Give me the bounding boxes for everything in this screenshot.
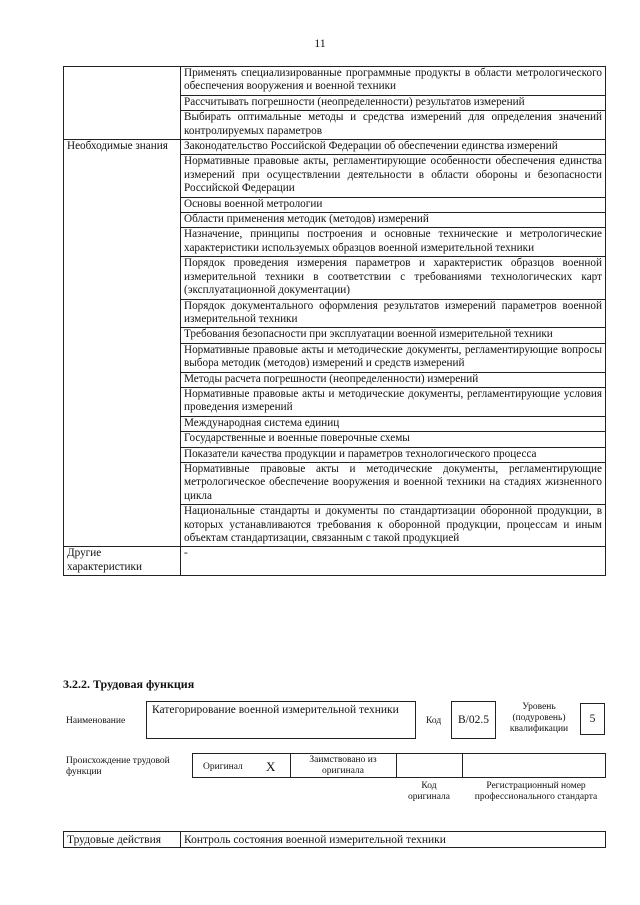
section-title: 3.2.2. Трудовая функция — [63, 677, 195, 691]
table-cell: Нормативные правовые акты и методические документы, регламентирующие вопросы выбора методик (методов) измерений и средств измерений — [181, 343, 606, 372]
table-cell: Нормативные правовые акты и методические документы, регламентирующие условия проведения измерений — [181, 387, 606, 416]
table-cell: Рассчитывать погрешности (неопределенности) результатов измерений — [181, 95, 606, 110]
origin-label: Происхождение трудовой функции — [66, 756, 170, 777]
name-value: Категорирование военной измерительной техники — [146, 701, 416, 739]
table-cell: Государственные и военные поверочные схемы — [181, 432, 606, 447]
table-cell: Нормативные правовые акты, регламентирующие особенности обеспечения единства измерений при осуществлении деятельности в области обороны и безопасности Российской Федерации — [181, 155, 606, 197]
knowledge-skills-table — [63, 66, 606, 576]
table-cell: Требования безопасности при эксплуатации военной измерительной техники — [181, 328, 606, 343]
original-mark: X — [266, 759, 276, 774]
row-group-label: Необходимые знания — [64, 140, 181, 547]
table-row — [64, 140, 606, 155]
borrowed-label: Заимствовано из оригинала — [309, 755, 377, 776]
table-cell: Области применения методик (методов) измерений — [181, 213, 606, 228]
table-cell: Нормативные правовые акты и методические документы, регламентирующие метрологическое обеспечение вооружения и военной техники на стадиях жизненного цикла — [181, 462, 606, 504]
registration-number-label: Регистрационный номер профессионального стандарта — [474, 781, 598, 802]
labor-actions-table — [63, 831, 606, 848]
code-value: B/02.5 — [451, 701, 496, 739]
table-cell: Выбирать оптимальные методы и средства измерений для определения значений контролируемых параметров — [181, 111, 606, 140]
table-cell: Назначение, принципы построения и основные технические и метрологические характеристики используемых образцов военной измерительной техники — [181, 228, 606, 257]
table-cell: Законодательство Российской Федерации об обеспечении единства измерений — [181, 140, 606, 155]
table-row — [64, 547, 606, 576]
table-cell: Показатели качества продукции и параметров технологического процесса — [181, 447, 606, 462]
table-cell: Порядок проведения измерения параметров и характеристик образцов военной измерительной техники в соответствии с требованиями технологических карт (эксплуатационной документации) — [181, 257, 606, 299]
original-label: Оригинал — [203, 762, 243, 772]
code-label: Код — [426, 716, 442, 726]
table-cell: Национальные стандарты и документы по стандартизации оборонной продукции, в которых устанавливаются требования к оборонной продукции, процессам и иным объектам стандартизации, связанным с такой продукцией — [181, 505, 606, 547]
table-cell: - — [181, 547, 606, 576]
table-cell: Порядок документального оформления результатов измерений параметров военной измерительной техники — [181, 299, 606, 328]
origin-box — [192, 753, 606, 778]
level-label: Уровень (подуровень) квалификации — [509, 702, 569, 734]
original-code-label: Код оригинала — [408, 781, 450, 802]
row-group-label: Другие характеристики — [64, 547, 181, 576]
table-cell: Международная система единиц — [181, 416, 606, 431]
row-group-label — [64, 67, 181, 140]
level-value: 5 — [580, 703, 605, 735]
table-cell: Методы расчета погрешности (неопределенности) измерений — [181, 372, 606, 387]
actions-label: Трудовые действия — [64, 832, 181, 848]
table-cell: Основы военной метрологии — [181, 197, 606, 212]
actions-value: Контроль состояния военной измерительной техники — [181, 832, 606, 848]
name-label: Наименование — [66, 716, 126, 726]
page-number: 11 — [314, 36, 326, 50]
table-row — [64, 67, 606, 96]
table-cell: Применять специализированные программные продукты в области метрологического обеспечения вооружения и военной техники — [181, 67, 606, 96]
